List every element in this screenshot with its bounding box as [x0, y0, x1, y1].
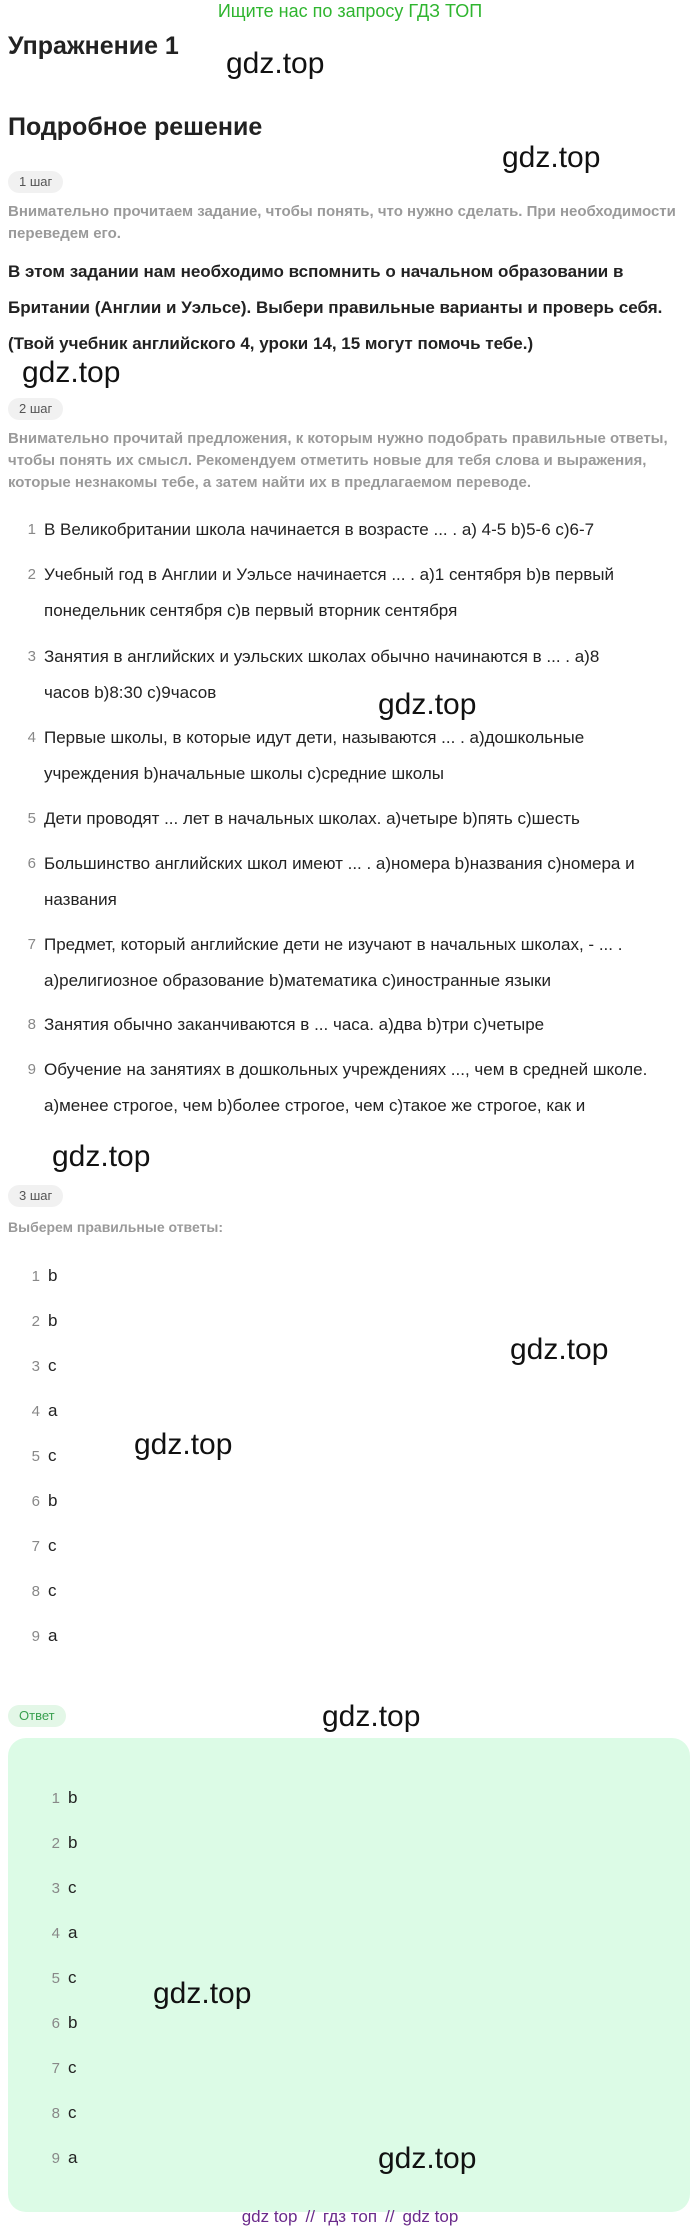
answer-number: 8 [31, 1583, 40, 1600]
answer-number: 8 [51, 2105, 60, 2122]
watermark: gdz.top [153, 1977, 252, 2010]
answer-value: a [68, 2148, 78, 2167]
step-1-text-line: Британии (Англии и Уэльсе). Выбери правильные варианты и проверь себя. [8, 298, 663, 317]
step-1-text-line: (Твой учебник английского 4, уроки 14, 15 могут помочь тебе.) [8, 334, 534, 353]
answer-number: 3 [51, 1880, 60, 1897]
answer-value: c [48, 1356, 57, 1375]
answer-value: c [48, 1536, 57, 1555]
answer-number: 7 [31, 1538, 40, 1555]
answer-value: b [68, 1788, 78, 1807]
step-1-text-line: В этом задании нам необходимо вспомнить о начальном образовании в [8, 262, 624, 281]
question-number: 8 [27, 1016, 36, 1033]
answer-row [26, 1534, 57, 1559]
question-number: 9 [27, 1061, 36, 1078]
answer-value: c [68, 2058, 77, 2077]
watermark: gdz.top [52, 1140, 151, 1173]
answer-value: b [68, 2013, 78, 2032]
question-text-line: Занятия в английских и уэльских школах обычно начинаются в ... . a)8 [44, 647, 600, 666]
answer-row [26, 1579, 57, 1604]
watermark: gdz.top [226, 47, 325, 80]
footer-separator: // [305, 2207, 315, 2226]
exercise-title: Упражнение 1 [8, 32, 179, 60]
question-text-line: Дети проводят ... лет в начальных школах. a)четыре b)пять c)шесть [44, 809, 580, 828]
answer-chip: Ответ [8, 1705, 66, 1727]
final-answer-row [46, 2146, 77, 2171]
answer-value: a [68, 1923, 78, 1942]
question-text-line: понедельник сентября c)в первый вторник сентября [44, 601, 458, 620]
final-answer-row [46, 2056, 77, 2081]
final-answer-row [46, 1876, 77, 1901]
answer-number: 4 [51, 1925, 60, 1942]
answer-number: 9 [51, 2150, 60, 2167]
step-1-chip: 1 шаг [8, 171, 63, 193]
answer-number: 1 [31, 1268, 40, 1285]
answer-value: b [48, 1491, 58, 1510]
question-number: 2 [27, 566, 36, 583]
answer-number: 5 [51, 1970, 60, 1987]
answer-row [26, 1444, 57, 1469]
watermark: gdz.top [378, 2142, 477, 2175]
question-text-line: a)менее строгое, чем b)более строгое, чем c)такое же строгое, как и [44, 1096, 586, 1115]
answer-value: a [48, 1626, 58, 1645]
final-answer-row [46, 1831, 77, 1856]
answer-row [26, 1354, 57, 1379]
solution-title: Подробное решение [8, 113, 263, 141]
final-answer-row [46, 1921, 77, 1946]
step-2-intro-line: чтобы понять их смысл. Рекомендуем отметить новые для тебя слова и выражения, [8, 452, 647, 469]
step-2-chip: 2 шаг [8, 398, 63, 420]
question-number: 3 [27, 648, 36, 665]
answer-number: 5 [31, 1448, 40, 1465]
answer-value: b [68, 1833, 78, 1852]
answer-value: c [68, 1968, 77, 1987]
answer-row [26, 1624, 57, 1649]
answer-value: b [48, 1266, 58, 1285]
footer-link[interactable]: gdz top [241, 2207, 298, 2226]
answer-value: a [48, 1401, 58, 1420]
answer-value: c [68, 1878, 77, 1897]
answer-box [8, 1738, 690, 2212]
question-number: 1 [27, 521, 36, 538]
question-text-line: В Великобритании школа начинается в возрасте ... . a) 4-5 b)5-6 c)6-7 [44, 520, 595, 539]
answer-number: 2 [51, 1835, 60, 1852]
watermark: gdz.top [378, 688, 477, 721]
footer-links [0, 2205, 700, 2229]
watermark: gdz.top [510, 1333, 609, 1366]
watermark: gdz.top [322, 1700, 421, 1733]
answer-number: 9 [31, 1628, 40, 1645]
answer-value: c [48, 1581, 57, 1600]
watermark: gdz.top [134, 1428, 233, 1461]
answer-number: 6 [51, 2015, 60, 2032]
question-text-line: Большинство английских школ имеют ... . a)номера b)названия c)номера и [44, 854, 635, 873]
final-answer-row [46, 2011, 77, 2036]
question-text-line: учреждения b)начальные школы c)средние школы [44, 764, 444, 783]
final-answer-row [46, 1966, 77, 1991]
final-answer-row [46, 1786, 77, 1811]
question-text-line: Предмет, который английские дети не изучают в начальных школах, - ... . [44, 935, 623, 954]
question-text-line: часов b)8:30 c)9часов [44, 683, 217, 702]
question-text-line: Обучение на занятиях в дошкольных учреждениях ..., чем в средней школе. [44, 1060, 648, 1079]
answer-row [26, 1489, 57, 1514]
answer-row [26, 1399, 57, 1424]
answer-value: c [48, 1446, 57, 1465]
answer-row [26, 1309, 57, 1334]
footer-separator: // [385, 2207, 395, 2226]
step-1-intro: Внимательно прочитаем задание, чтобы понять, что нужно сделать. При необходимости переведем его. [8, 203, 676, 242]
watermark: gdz.top [502, 141, 601, 174]
answer-number: 1 [51, 1790, 60, 1807]
search-promo-banner: Ищите нас по запросу ГДЗ ТОП [217, 1, 483, 21]
question-number: 6 [27, 855, 36, 872]
answer-value: b [48, 1311, 58, 1330]
step-3-intro: Выберем правильные ответы: [8, 1219, 224, 1235]
answer-value: c [68, 2103, 77, 2122]
answer-number: 4 [31, 1403, 40, 1420]
question-text-line: Занятия обычно заканчиваются в ... часа. a)два b)три c)четыре [44, 1015, 545, 1034]
final-answer-row [46, 2101, 77, 2126]
footer-link[interactable]: gdz top [402, 2207, 459, 2226]
question-number: 7 [27, 936, 36, 953]
step-3-chip: 3 шаг [8, 1185, 63, 1207]
question-text-line: Первые школы, в которые идут дети, называются ... . a)дошкольные [44, 728, 585, 747]
answer-number: 6 [31, 1493, 40, 1510]
step-2-intro-line: которые незнакомы тебе, а затем найти их в предлагаемом переводе. [8, 474, 532, 491]
question-text-line: Учебный год в Англии и Уэльсе начинается ... . a)1 сентября b)в первый [44, 565, 614, 584]
footer-link[interactable]: гдз топ [322, 2207, 378, 2226]
watermark: gdz.top [22, 356, 121, 389]
answer-row [26, 1264, 57, 1289]
step-2-intro-line: Внимательно прочитай предложения, к которым нужно подобрать правильные ответы, [8, 430, 668, 447]
answer-number: 7 [51, 2060, 60, 2077]
question-text-line: a)религиозное образование b)математика c)иностранные языки [44, 971, 551, 990]
answer-number: 2 [31, 1313, 40, 1330]
question-number: 4 [27, 729, 36, 746]
question-number: 5 [27, 810, 36, 827]
question-text-line: названия [44, 890, 117, 909]
answer-number: 3 [31, 1358, 40, 1375]
